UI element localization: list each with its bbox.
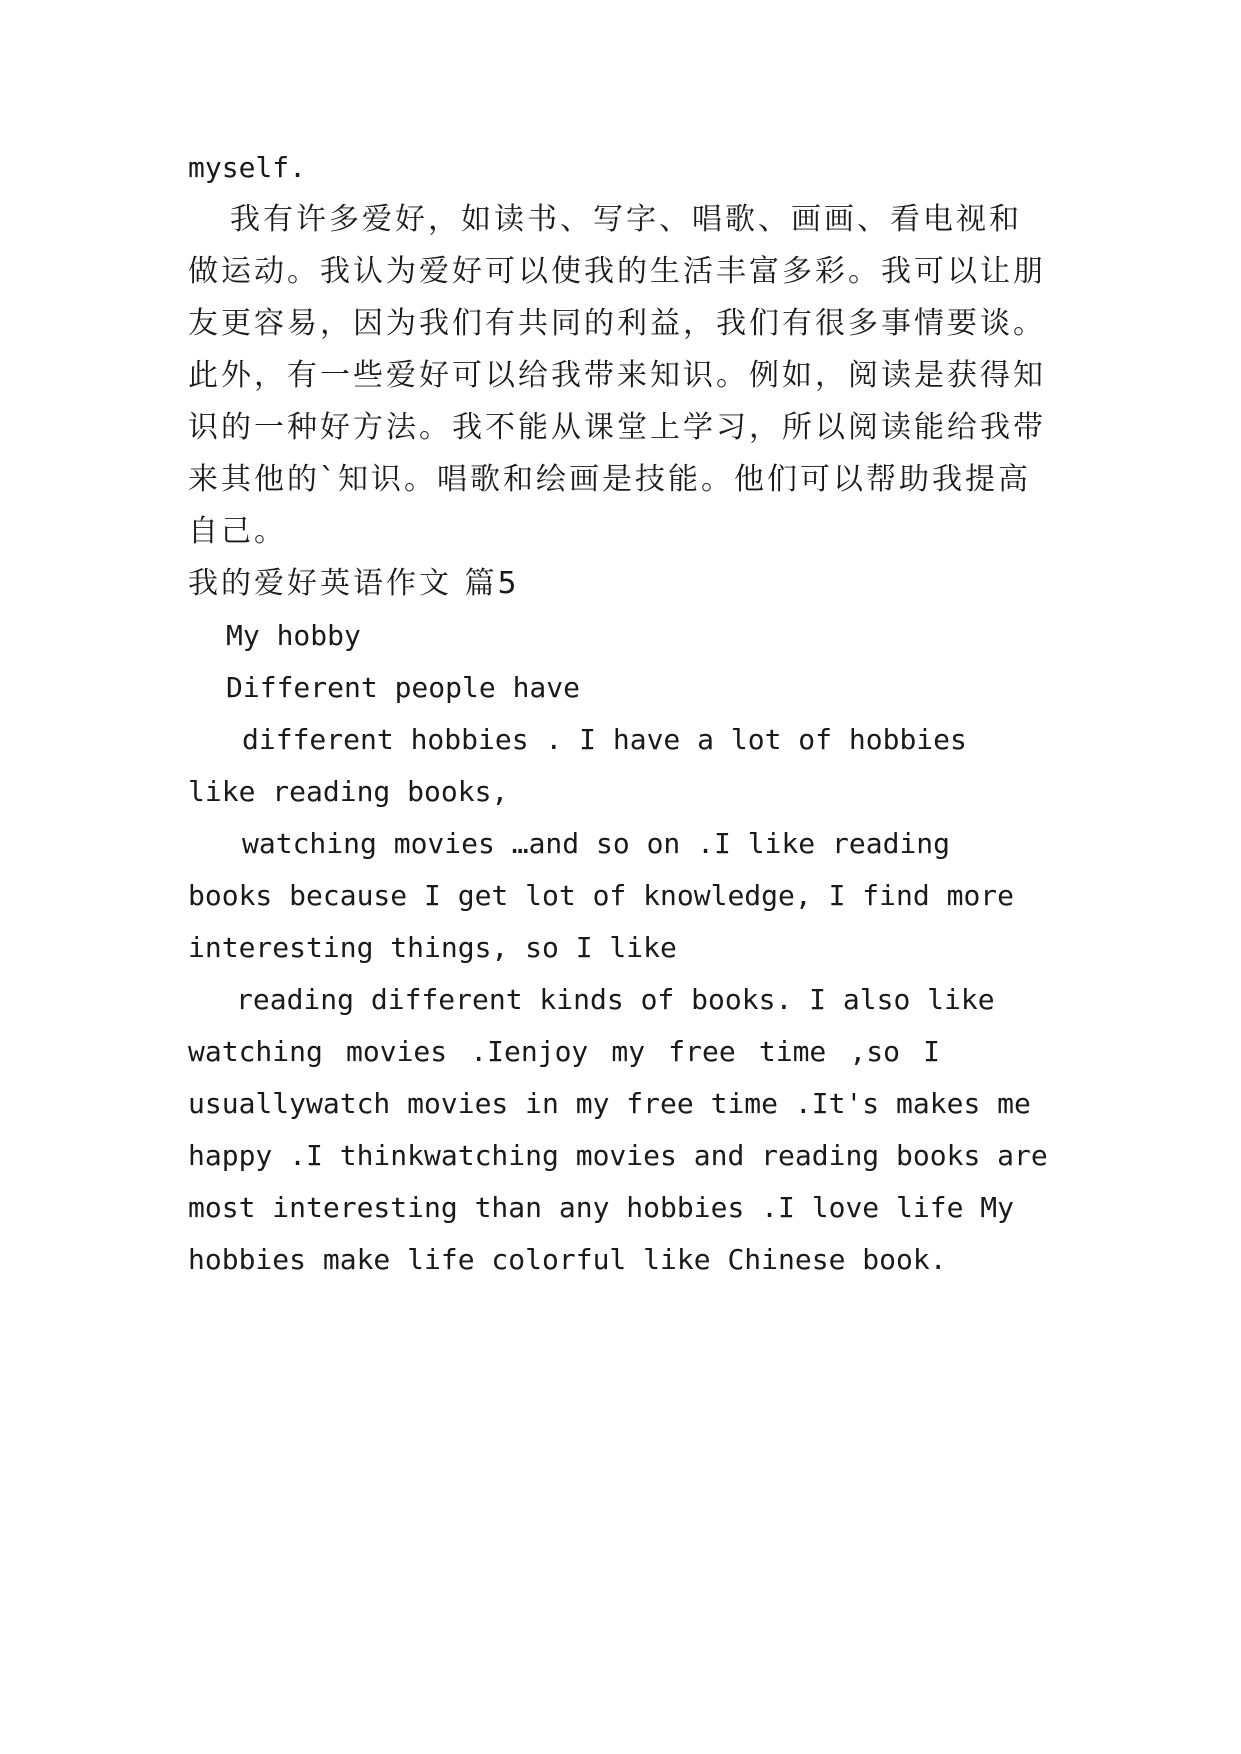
text-line-4: 友更容易，因为我们有共同的利益，我们有很多事情要谈。 xyxy=(188,306,1046,341)
text-line-10: My hobby xyxy=(226,619,361,652)
text-line-18: watching movies .Ienjoy my free time ,so I xyxy=(188,1035,940,1068)
text-line-14: watching movies …and so on .I like reading xyxy=(242,827,951,860)
text-line-22: hobbies make life colorful like Chinese book. xyxy=(188,1243,947,1276)
text-line-12: different hobbies . I have a lot of hobbies xyxy=(242,723,967,756)
text-line-21: most interesting than any hobbies .I love life My xyxy=(188,1191,1015,1224)
text-line-7: 来其他的`知识。唱歌和绘画是技能。他们可以帮助我提高 xyxy=(188,462,1031,497)
text-line-13: like reading books, xyxy=(188,775,509,808)
text-line-1: myself. xyxy=(188,151,307,184)
text-line-15: books because I get lot of knowledge, I find more xyxy=(188,879,1015,912)
text-line-5: 此外，有一些爱好可以给我带来知识。例如，阅读是获得知 xyxy=(188,358,1046,393)
text-line-19: usuallywatch movies in my free time .It's makes me xyxy=(188,1087,1031,1120)
text-line-2: 我有许多爱好，如读书、写字、唱歌、画画、看电视和 xyxy=(230,202,1022,237)
text-line-6: 识的一种好方法。我不能从课堂上学习，所以阅读能给我带 xyxy=(188,410,1046,445)
text-line-3: 做运动。我认为爱好可以使我的生活丰富多彩。我可以让朋 xyxy=(188,254,1046,289)
text-line-16: interesting things, so I like xyxy=(188,931,677,964)
text-line-17: reading different kinds of books. I also like xyxy=(236,983,995,1016)
section-heading: 我的爱好英语作文 篇5 xyxy=(188,566,520,601)
text-line-11: Different people have xyxy=(226,671,581,704)
text-line-8: 自己。 xyxy=(188,514,287,549)
text-line-20: happy .I thinkwatching movies and reading books are xyxy=(188,1139,1048,1172)
